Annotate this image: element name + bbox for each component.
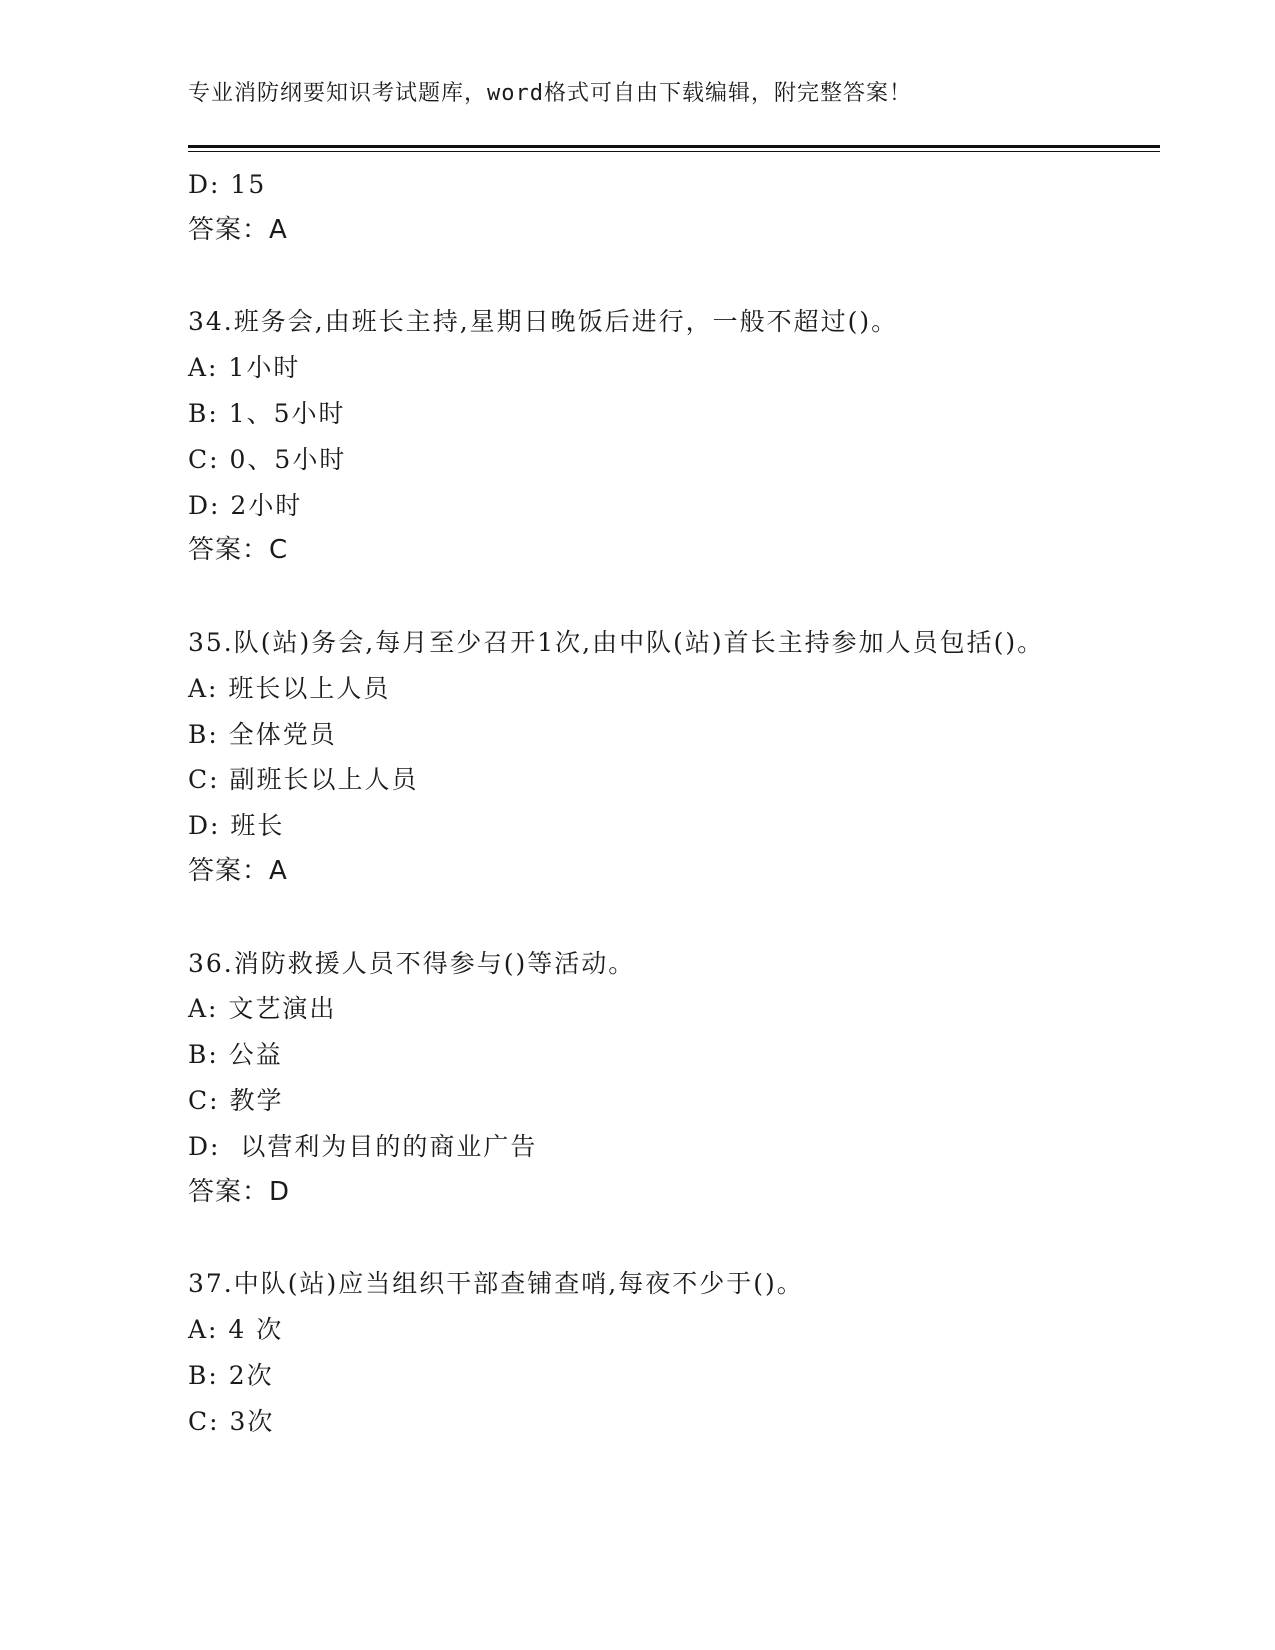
prev-answer: 答案：A — [188, 214, 288, 245]
option-key: C: — [188, 444, 220, 474]
prev-option-d — [188, 162, 1088, 208]
option-key: A: — [188, 1314, 219, 1344]
question-36-option-c — [188, 1078, 1088, 1124]
option-text: 副班长以上人员 — [219, 765, 419, 795]
option-text: 0、5小时 — [219, 444, 347, 474]
header-rule-thin — [188, 151, 1160, 152]
option-key: D: — [188, 1131, 221, 1161]
option-key: D: — [188, 170, 221, 199]
option-text: 2小时 — [220, 490, 303, 520]
spacer — [188, 254, 1088, 300]
option-key: A: — [188, 353, 219, 383]
spacer — [188, 1215, 1088, 1261]
option-key: B: — [188, 1040, 219, 1070]
spacer — [188, 895, 1088, 941]
question-35-option-d — [188, 803, 1088, 849]
question-34-answer: 答案：C — [188, 535, 289, 566]
question-35-option-c — [188, 757, 1088, 803]
option-text: 3次 — [219, 1406, 275, 1436]
question-37-option-c — [188, 1399, 1088, 1445]
question-37-stem: 37.中队(站)应当组织干部查铺查哨,每夜不少于()。 — [188, 1269, 804, 1299]
question-36-option-d — [188, 1124, 1088, 1170]
option-key: C: — [188, 1406, 220, 1436]
question-36-answer: 答案：D — [188, 1176, 291, 1207]
option-key: D: — [188, 811, 221, 841]
question-36-option-b — [188, 1032, 1088, 1078]
question-content — [188, 162, 1088, 1444]
question-34-option-a — [188, 345, 1088, 391]
option-text: 2次 — [218, 1360, 274, 1390]
page-header: 专业消防纲要知识考试题库，word格式可自由下载编辑，附完整答案！ — [188, 81, 912, 106]
question-34-option-b — [188, 391, 1088, 437]
question-34-option-d — [188, 483, 1088, 529]
question-37-option-b — [188, 1353, 1088, 1399]
option-text: 班长以上人员 — [218, 673, 391, 703]
option-text: 全体党员 — [218, 719, 337, 749]
option-text: 4 次 — [218, 1314, 284, 1344]
option-text: 公益 — [218, 1040, 283, 1070]
question-37-option-a — [188, 1307, 1088, 1353]
question-35-option-b — [188, 712, 1088, 758]
question-35-option-a — [188, 666, 1088, 712]
question-36-option-a — [188, 986, 1088, 1032]
question-34-option-c — [188, 437, 1088, 483]
spacer — [188, 574, 1088, 620]
option-text: 以营利为目的的商业广告 — [220, 1131, 538, 1161]
option-text: 1、5小时 — [218, 398, 346, 428]
question-34-stem: 34.班务会,由班长主持,星期日晚饭后进行，一般不超过()。 — [188, 307, 899, 337]
option-key: B: — [188, 719, 219, 749]
option-key: B: — [188, 1360, 219, 1390]
question-36-stem: 36.消防救援人员不得参与()等活动。 — [188, 948, 636, 978]
question-35-stem: 35.队(站)务会,每月至少召开1次,由中队(站)首长主持参加人员包括()。 — [188, 627, 1045, 657]
option-text: 15 — [220, 170, 267, 199]
question-35-answer: 答案：A — [188, 855, 288, 886]
option-text: 文艺演出 — [218, 994, 337, 1024]
option-text: 1小时 — [218, 353, 301, 383]
option-key: A: — [188, 994, 219, 1024]
option-key: C: — [188, 765, 220, 795]
option-text: 班长 — [220, 811, 285, 841]
header-rule-thick — [188, 145, 1160, 148]
option-key: D: — [188, 490, 221, 520]
option-key: C: — [188, 1085, 220, 1115]
option-key: A: — [188, 673, 219, 703]
option-text: 教学 — [219, 1085, 284, 1115]
option-key: B: — [188, 398, 219, 428]
